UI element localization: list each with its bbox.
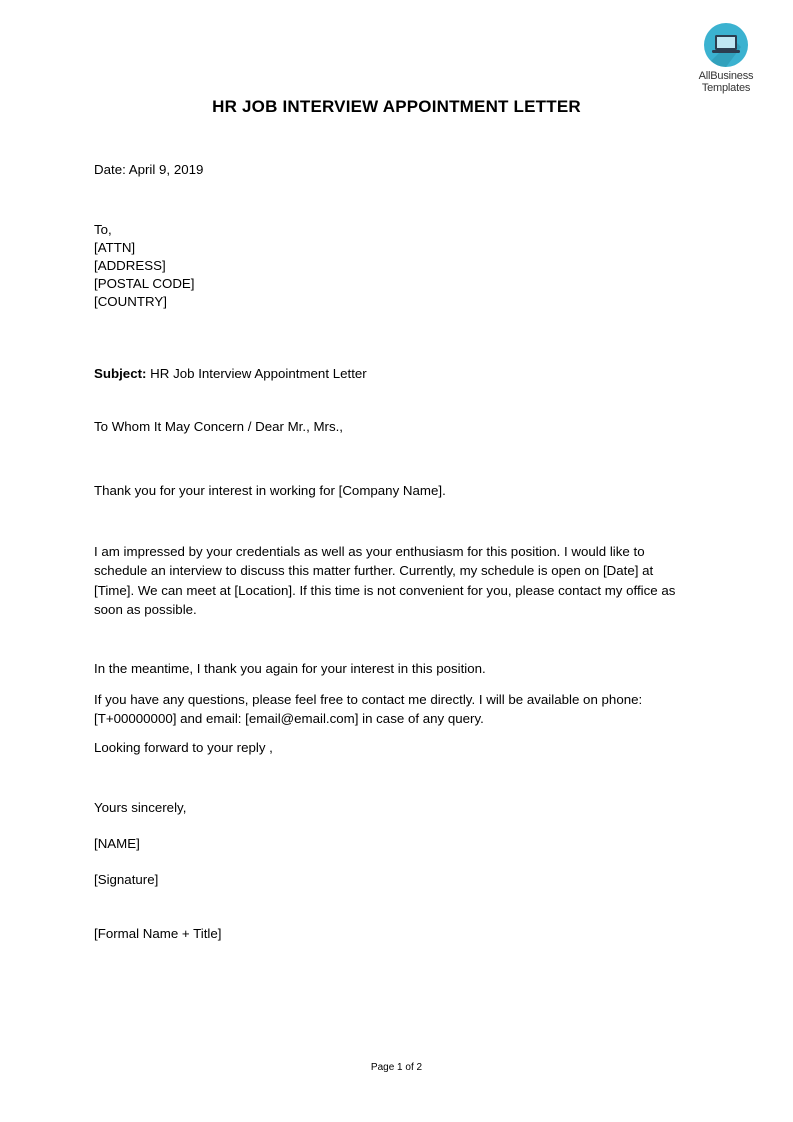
brand-wordmark bbox=[690, 70, 762, 94]
signature-placeholder: [Signature] bbox=[94, 872, 159, 887]
paragraph-line: I am impressed by your credentials as well as your enthusiasm for this position. I would like to bbox=[94, 544, 645, 559]
letter-date: Date: April 9, 2019 bbox=[94, 162, 204, 177]
brand-line-2: Templates bbox=[701, 82, 751, 94]
address-line: [POSTAL CODE] bbox=[94, 276, 195, 291]
address-line: [COUNTRY] bbox=[94, 294, 167, 309]
paragraph-looking-forward: Looking forward to your reply , bbox=[94, 740, 273, 755]
page-number: Page 1 of 2 bbox=[370, 1062, 423, 1073]
salutation: To Whom It May Concern / Dear Mr., Mrs., bbox=[94, 419, 343, 434]
paragraph-line: [T+00000000] and email: [email@email.com] in case of any query. bbox=[94, 711, 484, 726]
brand-logo bbox=[690, 22, 762, 94]
subject-text: HR Job Interview Appointment Letter bbox=[146, 366, 367, 381]
paragraph-interview bbox=[94, 542, 694, 619]
subject-label: Subject: bbox=[94, 366, 147, 381]
paragraph-line: soon as possible. bbox=[94, 601, 197, 617]
recipient-address bbox=[94, 221, 694, 311]
address-line: [ADDRESS] bbox=[94, 258, 166, 273]
subject-line bbox=[94, 365, 694, 383]
brand-line-1: AllBusiness bbox=[698, 70, 754, 82]
paragraph-line: [Time]. We can meet at [Location]. If this time is not convenient for you, please contact my office as bbox=[94, 582, 676, 598]
closing: Yours sincerely, bbox=[94, 800, 187, 815]
paragraph-line: schedule an interview to discuss this matter further. Currently, my schedule is open on [Date] at bbox=[94, 563, 654, 579]
paragraph-contact bbox=[94, 690, 694, 728]
address-line: [ATTN] bbox=[94, 240, 136, 255]
letter-title: HR JOB INTERVIEW APPOINTMENT LETTER bbox=[212, 97, 581, 116]
paragraph-meantime: In the meantime, I thank you again for your interest in this position. bbox=[94, 661, 486, 676]
formal-name-title: [Formal Name + Title] bbox=[94, 926, 222, 941]
address-line: To, bbox=[94, 222, 112, 237]
laptop-icon bbox=[703, 22, 749, 68]
paragraph-thanks: Thank you for your interest in working for [Company Name]. bbox=[94, 483, 446, 498]
sender-name: [NAME] bbox=[94, 836, 140, 851]
paragraph-line: If you have any questions, please feel free to contact me directly. I will be available on phone: bbox=[94, 692, 643, 707]
